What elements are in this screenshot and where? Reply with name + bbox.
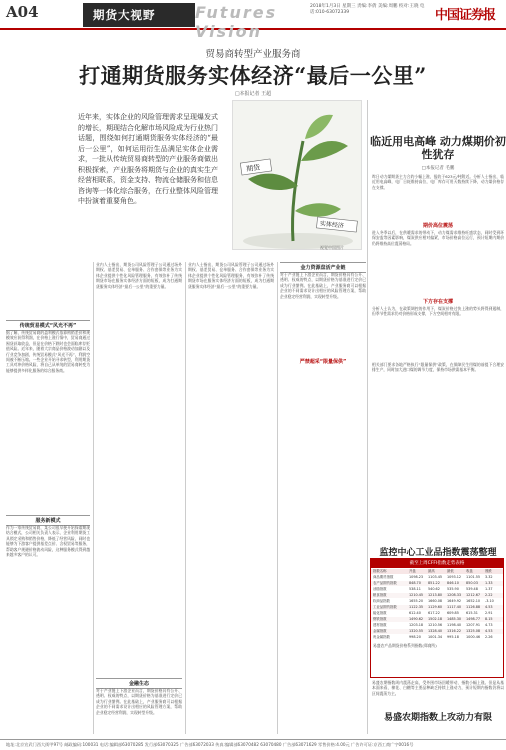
table-cell: 538.11 (409, 587, 421, 591)
table-cell: 1652.10 (466, 599, 481, 603)
article-byline: □本报记者 王超 (234, 91, 272, 97)
table-cell: 1320.55 (409, 629, 424, 633)
table-cell: 1098.23 (409, 575, 424, 579)
table-cell: 2.22 (485, 593, 493, 597)
sidebar-body-1: 昨日动力煤期货主力合约小幅上涨，报收于623元/吨附近。分析人士指出，临近用电高峰，电厂日耗维持高位，电厂库存可用天数持续下降，动力煤价格存在支撑。 (372, 174, 504, 190)
table-cell: 软商品指数 (373, 599, 390, 603)
index-table-note: 易盛农产品期货价格系列指数(郑商所) (373, 643, 437, 648)
table-row (371, 599, 503, 604)
sidebar-byline: □本报记者 毛鹏 (421, 166, 455, 171)
article-photo (232, 100, 362, 250)
body-col-3: 业内人士指出，期货公司风险管理子公司通过场外期权、基差贸易、仓单服务、合作套保等业务为实体企业提供个性化风险管理服务，有效弥补了传统期货市场在服务实体经济方面的短板，成为打通期货服务实体经济“最后一公里”的重要力量。 (188, 262, 274, 289)
index-table-title: 监控中心工业品指数震荡整理 (379, 548, 497, 558)
brief-body: 易盛农期指数周内震荡走高，受外围市场回暖带动，指数小幅上涨。但是从基本面来看，棉花、白糖等主要品种缺乏持续上涨动力，预计短期内指数仍将以区间震荡为主。 (372, 680, 504, 696)
table-row (371, 635, 503, 640)
plant-illustration (233, 101, 362, 250)
table-cell: 1103.45 (428, 575, 443, 579)
article-lead: 近年来，实体企业的风险管理需求呈现爆发式的增长，期现结合化解市场风险成为行业热门话题，围绕如何打通期货服务实体经济的“最后一公里”，如何运用衍生品满足实体企业需求，一批从传统贸易商转型的产业服务商做出积极探索，产业服务将期货与企业的真实生产经营相联系，资金支持、物流仓储服务和信息咨询等一体化综合服务，在行业整体风险管理中扮演着重要角色。 (78, 113, 218, 205)
table-cell: 1207.91 (466, 623, 481, 627)
table-cell: 贵金属指数 (373, 635, 390, 639)
table-cell: 995.18 (447, 635, 459, 639)
header-info: 2018年1月3日 星期三 责编:李倩 美编:周鹏 校对:王晓 电话:010-63072339 (310, 4, 425, 15)
table-cell: 8.15 (485, 617, 493, 621)
table-cell: 1325.08 (466, 629, 481, 633)
body-col-2: 业内人士指出，期货公司风险管理子公司通过场外期权、基差贸易、仓单服务、合作套保等业务为实体企业提供个性化风险管理服务，有效弥补了传统期货市场在服务实体经济方面的短板，成为打通期货服务实体经济“最后一公里”的重要力量。 (96, 262, 182, 289)
table-cell: 1126.88 (466, 605, 481, 609)
table-header-row: 指数名称 开盘 最高 最低 收盘 涨跌 (371, 569, 503, 574)
column-divider (185, 262, 186, 734)
table-row (371, 575, 503, 580)
column-divider (93, 262, 94, 734)
table-cell: 539.48 (466, 587, 478, 591)
table-cell: 848.70 (409, 581, 421, 585)
table-cell: 2.91 (485, 611, 493, 615)
table-cell: 535.90 (447, 587, 459, 591)
photo-label-left: 期货 (245, 163, 261, 174)
brief-headline: 易盛农期指数上攻动力有限 (383, 713, 492, 723)
table-row (371, 629, 503, 634)
table-cell: 1101.55 (466, 575, 481, 579)
photo-label-right: 实体经济 (319, 220, 345, 230)
subhead-4: 金力资源盘活产业链 (280, 262, 366, 273)
table-cell: 1655.20 (409, 599, 424, 603)
table-cell: 1203.18 (409, 623, 424, 627)
photo-caption: 视觉中国图片 (320, 245, 344, 250)
table-cell: 1660.08 (428, 599, 443, 603)
page-number: A04 (6, 3, 39, 21)
table-cell: 钢铁指数 (373, 617, 387, 621)
table-row (371, 617, 503, 622)
table-cell: 540.62 (428, 587, 440, 591)
column-divider (367, 100, 368, 734)
table-cell: 4.73 (485, 623, 493, 627)
sidebar-body-4: 相关部门要求各地严格执行“限量保供”政策，在保障民生用煤的前提下合理安排生产，同时加大进口煤的调节力度，保持市场供需基本平衡。 (372, 362, 504, 373)
table-cell: 1498.77 (466, 617, 481, 621)
table-cell: 1208.33 (447, 593, 462, 597)
table-cell: 1210.45 (409, 593, 424, 597)
table-cell: 建材指数 (373, 623, 387, 627)
table-cell: 1649.92 (447, 599, 462, 603)
sidebar-subhead-1: 期价高位震荡 (422, 223, 453, 229)
sidebar-body-3: 分析人士认为，在政策调控的作用下，煤炭价格过快上涨的势头将得到遏制，但季节性需求仍对价格形成支撑，下方空间相对有限。 (372, 306, 504, 317)
sidebar-body-2: 进入冬季以后，在供暖需求的带动下，动力煤需求维持旺盛状态，同时受到环保安监等因素影响，煤炭供应相对偏紧，市场价格高位运行，预计短期内期价仍将维持高位震荡格局。 (372, 230, 504, 246)
body-col-1a: 据了解，传统贸易商的盈利模式依靠购销差价和规模效应获得利润，在价格上涨行情中，贸易商通过囤货获取收益，但是在价格下跌时也会面临库存贬值风险。近年来，随着大宗商品价格波动加剧以及行业竞争加剧，传统贸易模式“风光不再”，利润空间被不断压缩。一些企业开始寻求转型，利用期货工具对冲价格风险，将自己从单纯的贸易商转变为能够提供多样化服务的综合服务商。 (6, 330, 90, 373)
table-cell: 1316.22 (447, 629, 462, 633)
page-footer: 地址:北京宣武门西大街甲97号 邮政编码:100031 电话:编辑部63070285 发行部63070325 广告部63072033 传真:编辑部63070482 63070480 广告部63071629 零售价格:4.00元 广告许可证:京西工商广字0016号 (0, 739, 506, 750)
table-cell: 1198.40 (447, 623, 462, 627)
table-cell: 1.33 (485, 581, 493, 585)
table-cell: 846.10 (447, 581, 459, 585)
subhead-1: 传统贸易模式“风光不再” (6, 320, 90, 331)
table-cell: 3.32 (485, 575, 493, 579)
table-cell: 609.85 (447, 611, 459, 615)
table-cell: 1.37 (485, 587, 493, 591)
table-cell: 油脂指数 (373, 587, 387, 591)
sidebar-subhead-2: 下方存在支撑 (422, 299, 453, 305)
body-col-4: 对于产业链上下游企业而言，期货价格具有公开、透明、权威的特点，以期货价格为基准进行定价已成为行业惯例。在此基础上，产业服务商可以根据企业的不同需求设计出相应的风险管理方案，帮助企业稳定经营利润，实现转型升级。 (280, 272, 366, 299)
table-cell: 1485.30 (447, 617, 462, 621)
table-row (371, 605, 503, 610)
table-cell: 能化指数 (373, 611, 387, 615)
table-cell: 1212.67 (466, 593, 481, 597)
index-table (370, 558, 504, 678)
table-cell: 1502.18 (428, 617, 443, 621)
table-cell: 1117.40 (447, 605, 462, 609)
table-cell: 617.22 (428, 611, 440, 615)
table-cell: 1001.34 (428, 635, 443, 639)
table-cell: 1122.35 (409, 605, 424, 609)
table-cell: 4.53 (485, 629, 493, 633)
table-row (371, 593, 503, 598)
newspaper-logo: 中国证券报 (435, 8, 496, 23)
table-row (371, 611, 503, 616)
table-cell: 1213.80 (428, 593, 443, 597)
table-cell: 1000.46 (466, 635, 481, 639)
table-cell: 金属指数 (373, 629, 387, 633)
table-cell: 4.53 (485, 605, 493, 609)
table-cell: 2.26 (485, 635, 493, 639)
table-cell: 850.03 (466, 581, 478, 585)
section-title: 期货大视野 (83, 3, 195, 27)
table-cell: 612.40 (409, 611, 421, 615)
table-cell: 1093.12 (447, 575, 462, 579)
article-headline: 打通期货服务实体经济“最后一公里” (79, 63, 427, 88)
body-col-1b: 作为一家传统贸易商，某公司很早便开始探索期现结合模式，公司相关负责人表示，企业利用期货工具锁定采购和销售价格，降低了经营风险，同时也能够为下游客户提供基差点价、含权贸易等服务，帮助客户规避价格波动风险，这种服务模式得到越来越多客户的认可。 (6, 525, 90, 558)
column-divider (277, 262, 278, 734)
table-cell: 工业品期货指数 (373, 605, 397, 609)
index-table-header: 截至上周CFFI指数走势表格 (371, 559, 503, 568)
article-kicker: 贸易商转型产业服务商 (205, 49, 301, 60)
table-row (371, 581, 503, 586)
sidebar-headline: 临近用电高峰 动力煤期价初性犹存 (370, 135, 506, 161)
table-cell: 1210.56 (428, 623, 443, 627)
table-cell: 1328.40 (428, 629, 443, 633)
table-cell: 998.20 (409, 635, 421, 639)
subhead-2: 服务新模式 (6, 515, 90, 526)
table-cell: 1490.62 (409, 617, 424, 621)
section-title-en: Futures Vision (195, 3, 278, 41)
table-row (371, 587, 503, 592)
table-cell: 商品期货指数 (373, 575, 394, 579)
sidebar-subhead-3: 严禁超采“限量保供” (299, 359, 347, 365)
table-cell: 615.31 (466, 611, 478, 615)
table-cell: 1129.60 (428, 605, 443, 609)
subhead-3: 金融生态 (96, 678, 182, 689)
table-row (371, 623, 503, 628)
table-cell: -3.10 (485, 599, 494, 603)
body-col-2b: 对于产业链上下游企业而言，期货价格具有公开、透明、权威的特点，以期货价格为基准进行定价已成为行业惯例。在此基础上，产业服务商可以根据企业的不同需求设计出相应的风险管理方案，帮助企业稳定经营利润，实现转型升级。 (96, 688, 182, 715)
table-cell: 农产品期货指数 (373, 581, 397, 585)
table-cell: 851.22 (428, 581, 440, 585)
table-cell: 粮食指数 (373, 593, 387, 597)
